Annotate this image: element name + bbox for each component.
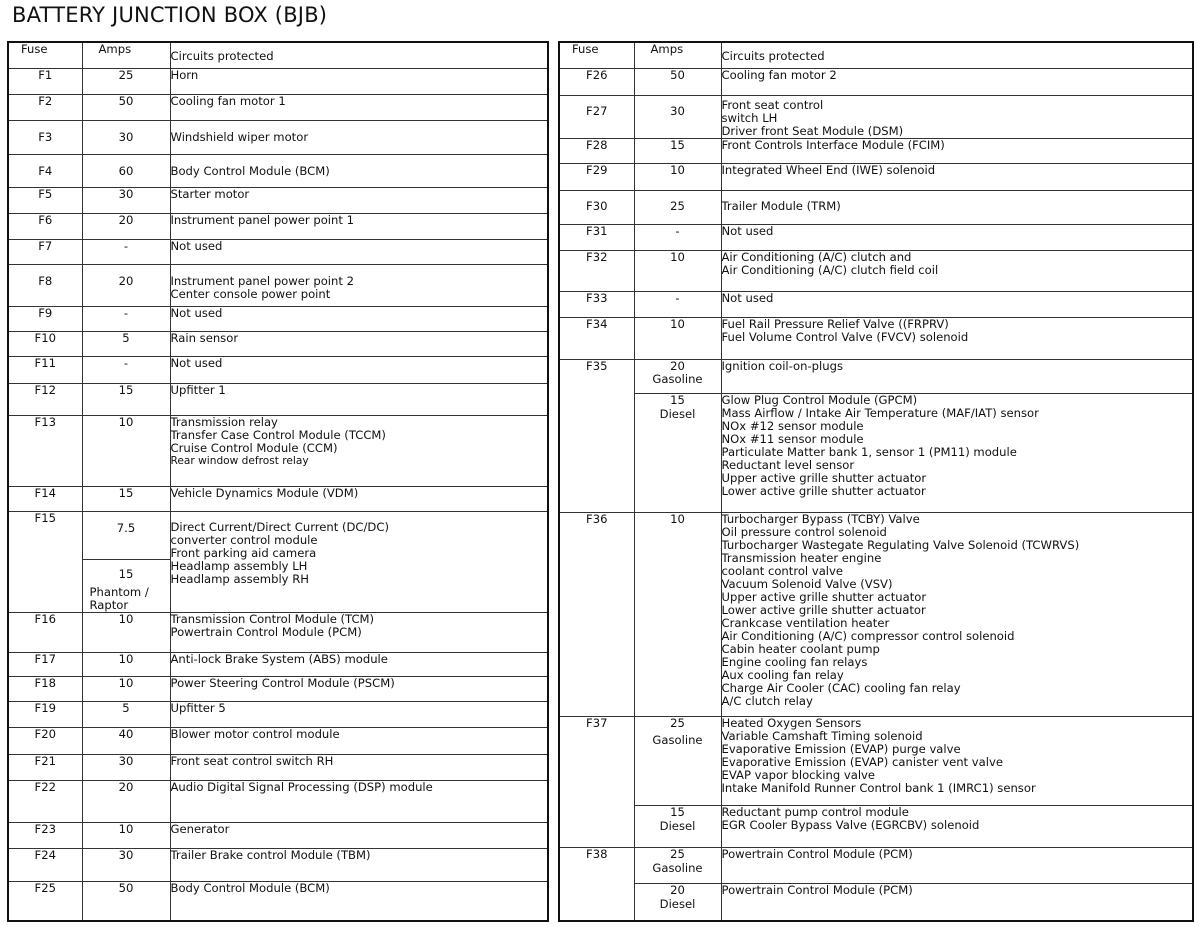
- fuse-id: F23: [8, 822, 82, 848]
- fuse-id: F27: [559, 95, 634, 138]
- fuse-id: F35: [559, 359, 634, 512]
- table-row: [559, 359, 1193, 393]
- circuits-cell: [170, 727, 548, 754]
- fuse-id: F8: [8, 264, 82, 306]
- amps-line: 25: [670, 716, 685, 731]
- text-line: Air Conditioning (A/C) clutch field coil: [721, 263, 939, 278]
- text-line: Intake Manifold Runner Control bank 1 (IMRC1) sensor: [721, 781, 1036, 796]
- circuits-cell: [170, 154, 548, 187]
- text-line: Lower active grille shutter actuator: [721, 483, 926, 498]
- amps-value: 10: [634, 164, 721, 191]
- table-row: [559, 95, 1193, 138]
- amps-value: 15: [82, 383, 170, 415]
- amps-line: Phantom /: [89, 584, 149, 599]
- fuse-id: F28: [559, 138, 634, 163]
- text-line: Reductant pump control module: [721, 804, 909, 819]
- text-line: Turbocharger Bypass (TCBY) Valve: [721, 511, 920, 526]
- fuse-id: F33: [559, 291, 634, 317]
- amps-line: Gasoline: [652, 371, 703, 386]
- amps-value: -: [82, 356, 170, 383]
- text-line: Rear window defrost relay: [170, 454, 309, 467]
- text-line: Lower active grille shutter actuator: [721, 602, 926, 617]
- fuse-id: F16: [8, 612, 82, 652]
- text-line: Starter motor: [170, 186, 250, 201]
- text-line: Trailer Brake control Module (TBM): [170, 847, 371, 862]
- table-row: [8, 154, 548, 187]
- text-line: converter control module: [170, 532, 318, 547]
- fuse-id: F19: [8, 701, 82, 727]
- table-row: [559, 138, 1193, 163]
- header-amps: Amps: [634, 42, 721, 68]
- amps-value: 5: [82, 701, 170, 727]
- text-line: Windshield wiper motor: [170, 129, 309, 144]
- table-row: [559, 317, 1193, 359]
- fuse-id: F6: [8, 213, 82, 239]
- text-line: Headlamp assembly RH: [170, 571, 309, 586]
- text-line: Engine cooling fan relays: [721, 654, 868, 669]
- text-line: Powertrain Control Module (PCM): [721, 847, 913, 862]
- fuse-id: F13: [8, 415, 82, 486]
- circuits-cell: [170, 676, 548, 701]
- text-line: Instrument panel power point 2: [170, 273, 354, 288]
- amps-line: Raptor: [89, 597, 129, 612]
- table-row: [559, 225, 1193, 251]
- circuits-cell: [721, 225, 1193, 251]
- text-line: coolant control valve: [721, 563, 844, 578]
- amps-value: 10: [634, 251, 721, 291]
- text-line: Horn: [170, 67, 199, 82]
- table-row: [8, 239, 548, 264]
- fuse-id: F4: [8, 154, 82, 187]
- fuse-id: F21: [8, 754, 82, 780]
- circuits-cell: [170, 331, 548, 356]
- amps-value: [634, 393, 721, 512]
- text-line: Transmission Control Module (TCM): [170, 611, 375, 626]
- text-line: Front parking aid camera: [170, 545, 317, 560]
- circuits-cell: [170, 780, 548, 822]
- amps-value: 10: [634, 317, 721, 359]
- amps-value: 20: [82, 780, 170, 822]
- text-line: Charge Air Cooler (CAC) cooling fan relay: [721, 680, 961, 695]
- text-line: Integrated Wheel End (IWE) solenoid: [721, 163, 936, 178]
- circuits-cell: [170, 701, 548, 727]
- page-title: BATTERY JUNCTION BOX (BJB): [12, 3, 328, 27]
- fuse-id: F26: [559, 68, 634, 95]
- circuits-cell: [170, 306, 548, 331]
- table-row: [8, 331, 548, 356]
- fuse-id: F34: [559, 317, 634, 359]
- amps-value: 50: [82, 94, 170, 120]
- text-line: Rain sensor: [170, 330, 239, 345]
- amps-value: 50: [634, 68, 721, 95]
- table-row: [8, 676, 548, 701]
- text-line: EVAP vapor blocking valve: [721, 768, 876, 783]
- text-line: Cooling fan motor 1: [170, 93, 286, 108]
- amps-line: Diesel: [659, 406, 696, 421]
- text-line: NOx #11 sensor module: [721, 431, 864, 446]
- text-line: Upfitter 1: [170, 382, 226, 397]
- table-row: [8, 68, 548, 94]
- fuse-id: F5: [8, 187, 82, 213]
- text-line: Evaporative Emission (EVAP) canister vent valve: [721, 755, 1003, 770]
- amps-value: 20: [82, 264, 170, 306]
- amps-line: Gasoline: [652, 861, 703, 876]
- text-line: Upfitter 5: [170, 700, 226, 715]
- amps-value: 10: [82, 415, 170, 486]
- text-line: Driver front Seat Module (DSM): [721, 123, 904, 138]
- text-line: Particulate Matter bank 1, sensor 1 (PM11) module: [721, 444, 1017, 459]
- fuse-id: F10: [8, 331, 82, 356]
- amps-value: 40: [82, 727, 170, 754]
- text-line: Not used: [170, 305, 223, 320]
- amps-value: 30: [82, 848, 170, 881]
- text-line: Air Conditioning (A/C) clutch and: [721, 250, 912, 265]
- circuits-cell: [170, 383, 548, 415]
- amps-value: 60: [82, 154, 170, 187]
- amps-line: 25: [670, 847, 685, 862]
- table-row: [8, 213, 548, 239]
- text-line: Heated Oxygen Sensors: [721, 716, 862, 731]
- circuits-cell: [170, 264, 548, 306]
- amps-value: [634, 717, 721, 805]
- amps-value: 25: [82, 68, 170, 94]
- circuits-cell: [170, 848, 548, 881]
- text-line: A/C clutch relay: [721, 693, 813, 708]
- text-line: Cooling fan motor 2: [721, 67, 837, 82]
- circuits-cell: [721, 359, 1193, 393]
- table-row: [559, 164, 1193, 191]
- amps-value: 10: [82, 822, 170, 848]
- text-line: Upper active grille shutter actuator: [721, 470, 927, 485]
- text-line: Cruise Control Module (CCM): [170, 440, 338, 455]
- circuits-cell: [721, 393, 1193, 512]
- fuse-id: F29: [559, 164, 634, 191]
- text-line: Turbocharger Wastegate Regulating Valve Solenoid (TCWRVS): [721, 537, 1080, 552]
- circuits-cell: [721, 884, 1193, 921]
- text-line: Center console power point: [170, 286, 331, 301]
- text-line: Powertrain Control Module (PCM): [721, 883, 913, 898]
- amps-value: -: [634, 225, 721, 251]
- table-row: [8, 264, 548, 306]
- text-line: Aux cooling fan relay: [721, 667, 844, 682]
- header-circuits: Circuits protected: [170, 42, 548, 68]
- header-fuse: Fuse: [559, 42, 634, 68]
- table-subrow: [559, 393, 1193, 512]
- table-row: [559, 191, 1193, 225]
- circuits-cell: [170, 68, 548, 94]
- circuits-cell: [170, 239, 548, 264]
- text-line: Fuel Rail Pressure Relief Valve ((FRPRV): [721, 316, 949, 331]
- amps-value: 30: [82, 187, 170, 213]
- table-row: [8, 701, 548, 727]
- fuse-id: F17: [8, 652, 82, 676]
- amps-line: Gasoline: [652, 733, 703, 748]
- fuse-id: F20: [8, 727, 82, 754]
- table-subrow: [559, 805, 1193, 847]
- amps-line: 20: [670, 358, 685, 373]
- fuse-id: F18: [8, 676, 82, 701]
- circuits-cell: [170, 822, 548, 848]
- text-line: EGR Cooler Bypass Valve (EGRCBV) solenoid: [721, 817, 980, 832]
- amps-value: -: [82, 306, 170, 331]
- text-line: NOx #12 sensor module: [721, 418, 864, 433]
- text-line: Body Control Module (BCM): [170, 163, 330, 178]
- circuits-cell: [721, 805, 1193, 847]
- amps-value: -: [82, 239, 170, 264]
- amps-line: 20: [670, 883, 685, 898]
- circuits-cell: [721, 717, 1193, 805]
- circuits-cell: [170, 652, 548, 676]
- text-line: Instrument panel power point 1: [170, 212, 354, 227]
- amps-value: 7.5: [82, 511, 170, 559]
- text-line: Reductant level sensor: [721, 457, 855, 472]
- fuse-id: F37: [559, 717, 634, 848]
- header-fuse: Fuse: [8, 42, 82, 68]
- text-line: Fuel Volume Control Valve (FVCV) solenoid: [721, 329, 969, 344]
- circuits-cell: [721, 512, 1193, 717]
- header-amps: Amps: [82, 42, 170, 68]
- text-line: Not used: [721, 290, 774, 305]
- circuits-cell: [721, 848, 1193, 884]
- fuse-id: F3: [8, 120, 82, 154]
- circuits-cell: [721, 95, 1193, 138]
- circuits-cell: [170, 213, 548, 239]
- fuse-id: F24: [8, 848, 82, 881]
- circuits-cell: [170, 356, 548, 383]
- text-line: Powertrain Control Module (PCM): [170, 624, 362, 639]
- amps-value: [634, 805, 721, 847]
- fuse-id: F30: [559, 191, 634, 225]
- text-line: Transfer Case Control Module (TCCM): [170, 427, 386, 442]
- amps-line: Diesel: [659, 897, 696, 912]
- table-row: [8, 780, 548, 822]
- amps-value: 10: [82, 612, 170, 652]
- circuits-cell: [170, 94, 548, 120]
- text-line: Trailer Module (TRM): [721, 199, 841, 214]
- fuse-id: F36: [559, 512, 634, 717]
- table-row: [8, 822, 548, 848]
- text-line: Front Controls Interface Module (FCIM): [721, 137, 945, 152]
- text-line: Direct Current/Direct Current (DC/DC): [170, 519, 389, 534]
- circuits-cell: [721, 138, 1193, 163]
- text-line: Not used: [170, 355, 223, 370]
- table-row: [559, 291, 1193, 317]
- circuits-cell: [721, 68, 1193, 95]
- table-row: [8, 881, 548, 921]
- amps-value: 10: [82, 676, 170, 701]
- circuits-cell: [721, 191, 1193, 225]
- text-line: Not used: [170, 238, 223, 253]
- amps-line: 15: [118, 566, 134, 581]
- text-line: Anti-lock Brake System (ABS) module: [170, 651, 388, 666]
- text-line: Air Conditioning (A/C) compressor control solenoid: [721, 628, 1015, 643]
- table-row: [8, 356, 548, 383]
- text-line: Ignition coil-on-plugs: [721, 358, 844, 373]
- table-row: [8, 848, 548, 881]
- amps-value: 50: [82, 881, 170, 921]
- text-line: Transmission heater engine: [721, 550, 882, 565]
- circuits-cell: [170, 187, 548, 213]
- text-line: Upper active grille shutter actuator: [721, 589, 927, 604]
- circuits-cell: [170, 486, 548, 511]
- circuits-cell: [170, 612, 548, 652]
- text-line: Audio Digital Signal Processing (DSP) module: [170, 779, 433, 794]
- fuse-id: F7: [8, 239, 82, 264]
- table-row: [8, 486, 548, 511]
- amps-value: 30: [82, 754, 170, 780]
- circuits-cell: [170, 881, 548, 921]
- fuse-id: F12: [8, 383, 82, 415]
- text-line: Crankcase ventilation heater: [721, 615, 890, 630]
- fuse-id: F15: [8, 511, 82, 612]
- amps-value: -: [634, 291, 721, 317]
- text-line: Blower motor control module: [170, 726, 340, 741]
- circuits-cell: [721, 291, 1193, 317]
- table-subrow: [559, 884, 1193, 921]
- table-row: [8, 94, 548, 120]
- amps-value: 10: [634, 512, 721, 717]
- text-line: Cabin heater coolant pump: [721, 641, 880, 656]
- amps-value: [634, 359, 721, 393]
- table-row: [8, 612, 548, 652]
- table-row: [559, 251, 1193, 291]
- amps-value: 15: [634, 138, 721, 163]
- circuits-cell: [721, 251, 1193, 291]
- circuits-cell: [170, 415, 548, 486]
- table-row: [8, 754, 548, 780]
- circuits-cell: [170, 754, 548, 780]
- table-row: [8, 306, 548, 331]
- right-fuse-table: [558, 41, 1194, 922]
- circuits-cell: [721, 317, 1193, 359]
- fuse-id: F22: [8, 780, 82, 822]
- amps-value: [82, 559, 170, 612]
- text-line: Power Steering Control Module (PSCM): [170, 675, 395, 690]
- amps-value: 25: [634, 191, 721, 225]
- table-row: [559, 512, 1193, 717]
- text-line: switch LH: [721, 110, 778, 125]
- fuse-id: F32: [559, 251, 634, 291]
- table-row: [8, 652, 548, 676]
- table-row: [559, 68, 1193, 95]
- circuits-cell: [721, 164, 1193, 191]
- fuse-id: F2: [8, 94, 82, 120]
- amps-value: 20: [82, 213, 170, 239]
- table-header-row: [559, 42, 1193, 68]
- amps-value: [634, 884, 721, 921]
- amps-line: Diesel: [659, 818, 696, 833]
- fuse-id: F1: [8, 68, 82, 94]
- table-row: [559, 848, 1193, 884]
- amps-line: 15: [670, 804, 685, 819]
- table-row: [8, 383, 548, 415]
- amps-value: 30: [634, 95, 721, 138]
- header-circuits: Circuits protected: [721, 42, 1193, 68]
- table-row: [8, 727, 548, 754]
- table-header-row: [8, 42, 548, 68]
- table-row: [8, 120, 548, 154]
- amps-value: 5: [82, 331, 170, 356]
- fuse-id: F38: [559, 848, 634, 921]
- amps-value: 30: [82, 120, 170, 154]
- text-line: Body Control Module (BCM): [170, 880, 330, 895]
- table-row: [559, 717, 1193, 805]
- text-line: Oil pressure control solenoid: [721, 524, 887, 539]
- circuits-cell: [170, 511, 548, 612]
- fuse-id: F9: [8, 306, 82, 331]
- table-row: [8, 511, 548, 559]
- left-fuse-table: [7, 41, 549, 922]
- text-line: Not used: [721, 224, 774, 239]
- text-line: Front seat control switch RH: [170, 753, 334, 768]
- table-row: [8, 187, 548, 213]
- text-line: Evaporative Emission (EVAP) purge valve: [721, 742, 961, 757]
- text-line: Variable Camshaft Timing solenoid: [721, 729, 923, 744]
- fuse-id: F31: [559, 225, 634, 251]
- text-line: Vehicle Dynamics Module (VDM): [170, 485, 359, 500]
- fuse-id: F11: [8, 356, 82, 383]
- amps-line: 15: [670, 392, 685, 407]
- text-line: Transmission relay: [170, 414, 278, 429]
- text-line: Glow Plug Control Module (GPCM): [721, 392, 918, 407]
- table-row: [8, 415, 548, 486]
- amps-value: 15: [82, 486, 170, 511]
- text-line: Vacuum Solenoid Valve (VSV): [721, 576, 893, 591]
- circuits-cell: [170, 120, 548, 154]
- text-line: Headlamp assembly LH: [170, 558, 308, 573]
- text-line: Front seat control: [721, 97, 824, 112]
- amps-value: 10: [82, 652, 170, 676]
- fuse-id: F14: [8, 486, 82, 511]
- fuse-id: F25: [8, 881, 82, 921]
- text-line: Mass Airflow / Intake Air Temperature (MAF/IAT) sensor: [721, 405, 1039, 420]
- text-line: Generator: [170, 821, 230, 836]
- amps-value: [634, 848, 721, 884]
